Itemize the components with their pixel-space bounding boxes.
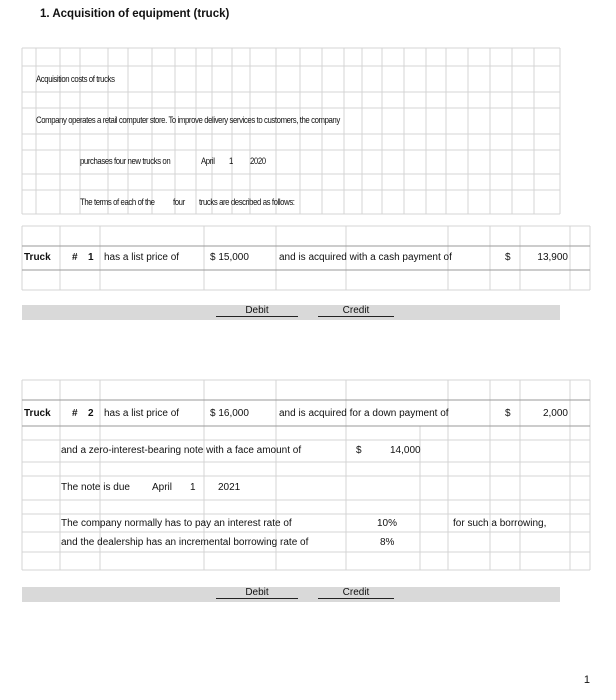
truck2-rate-text-1: The company normally has to pay an interest rate of (61, 518, 292, 529)
truck2-rate-1: 10% (377, 518, 398, 529)
truck2-due-month: April (152, 482, 173, 493)
truck2-credit-header: Credit (318, 587, 394, 599)
truck2-hash: # (72, 408, 78, 419)
truck2-number: 2 (88, 408, 94, 419)
truck2-note-amount: 14,000 (390, 445, 421, 456)
truck1-number: 1 (88, 252, 94, 263)
purchase-year: 2020 (250, 156, 266, 167)
truck2-currency: $ (505, 408, 511, 419)
terms-count: four (173, 197, 185, 208)
document-title: 1. Acquisition of equipment (truck) (40, 8, 230, 20)
company-description: Company operates a retail computer store. To improve delivery services to customers, the company (36, 115, 340, 126)
truck1-hash: # (72, 252, 78, 263)
truck2-rate-suffix: for such a borrowing, (453, 518, 547, 529)
truck2-rate-text-2: and the dealership has an incremental borrowing rate of (61, 537, 309, 548)
truck2-due-day: 1 (190, 482, 196, 493)
truck2-note-currency: $ (356, 445, 362, 456)
truck1-debit-header: Debit (216, 305, 298, 317)
terms-prefix: The terms of each of the (80, 197, 155, 208)
truck1-list-price: $ 15,000 (210, 252, 249, 263)
truck1-label: Truck (24, 252, 51, 263)
truck2-list-price: $ 16,000 (210, 408, 249, 419)
truck1-credit-header: Credit (318, 305, 394, 317)
truck2-down-payment: 2,000 (542, 408, 568, 419)
truck2-rate-2: 8% (380, 537, 395, 548)
truck2-note-text: and a zero-interest-bearing note with a face amount of (61, 445, 302, 456)
purchase-text: purchases four new trucks on (80, 156, 171, 167)
acquisition-heading: Acquisition costs of trucks (36, 74, 115, 85)
truck2-list-price-text: has a list price of (104, 408, 180, 419)
truck1-payment: 13,900 (537, 252, 568, 263)
terms-suffix: trucks are described as follows: (199, 197, 295, 208)
truck1-currency: $ (505, 252, 511, 263)
purchase-month: April (201, 156, 215, 167)
truck1-list-price-text: has a list price of (104, 252, 180, 263)
truck2-acquired-text: and is acquired for a down payment of (279, 408, 449, 419)
truck2-due-year: 2021 (218, 482, 241, 493)
truck1-acquired-text: and is acquired with a cash payment of (279, 252, 452, 263)
truck2-debit-header: Debit (216, 587, 298, 599)
purchase-day: 1 (229, 156, 233, 167)
truck2-due-text: The note is due (61, 482, 130, 493)
page-number: 1 (583, 674, 590, 686)
truck2-label: Truck (24, 408, 51, 419)
